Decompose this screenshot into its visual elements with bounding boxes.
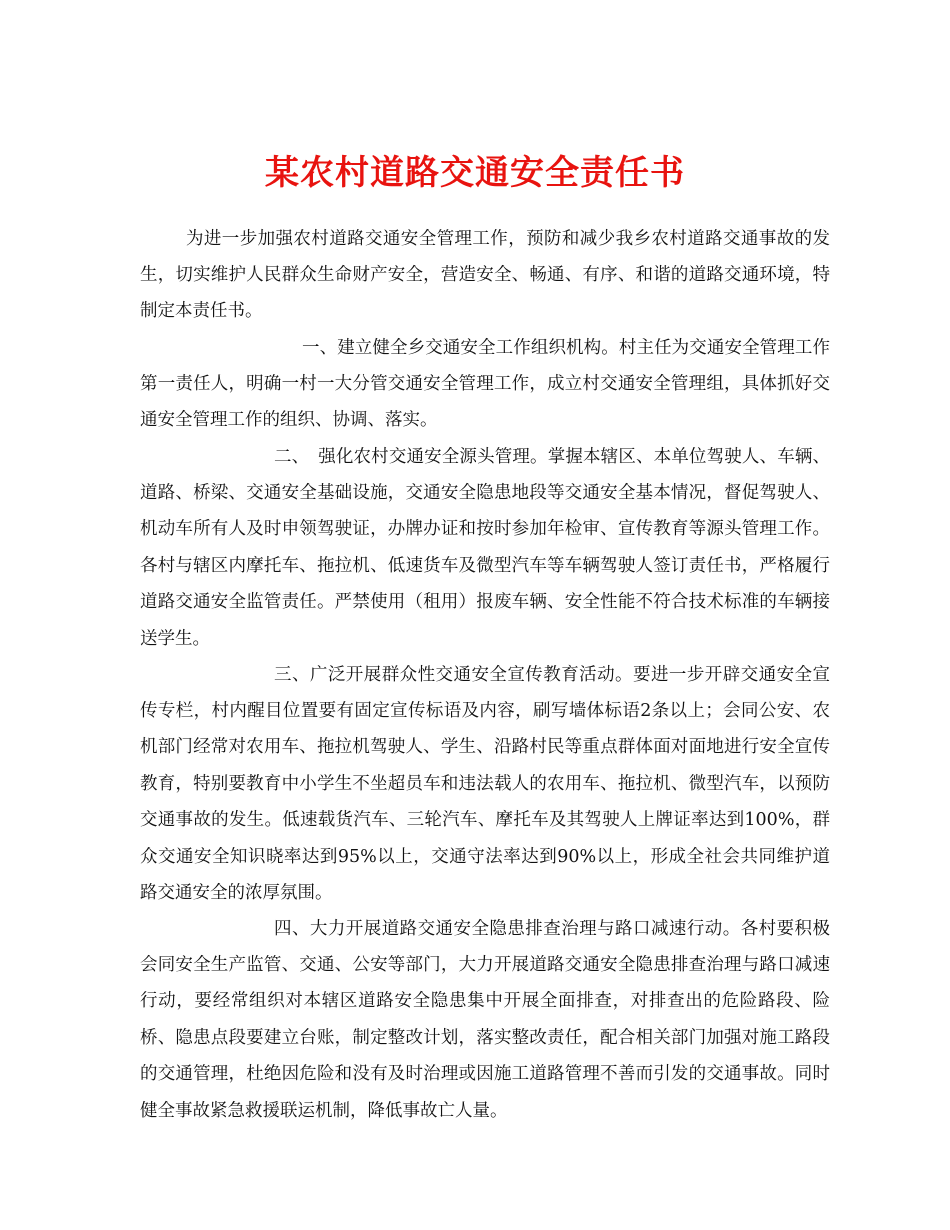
section-1-paragraph: 一、建立健全乡交通安全工作组织机构。村主任为交通安全管理工作第一责任人，明确一村一大分管交通安全管理工作，成立村交通安全管理组，具体抓好交通安全管理工作的组织、协调、落实。 [140, 337, 830, 431]
section-2-paragraph: 二、 强化农村交通安全源头管理。掌握本辖区、本单位驾驶人、车辆、道路、桥梁、交通安全基础设施，交通安全隐患地段等交通安全基本情况，督促驾驶人、机动车所有人及时申领驾驶证，办牌办证和按时参加年检审、宣传教育等源头管理工作。各村与辖区内摩托车、拖拉机、低速货车及微型汽车等车辆驾驶人签订责任书，严格履行道路交通安全监管责任。严禁使用（租用）报废车辆、安全性能不符合技术标准的车辆接送学生。 [140, 446, 830, 649]
intro-paragraph: 为进一步加强农村道路交通安全管理工作，预防和减少我乡农村道路交通事故的发生，切实维护人民群众生命财产安全，营造安全、畅通、有序、和谐的道路交通环境，特制定本责任书。 [140, 228, 830, 322]
section-3-paragraph: 三、广泛开展群众性交通安全宣传教育活动。要进一步开辟交通安全宣传专栏，村内醒目位置要有固定宣传标语及内容，刷写墙体标语2条以上；会同公安、农机部门经常对农用车、拖拉机驾驶人、学生、沿路村民等重点群体面对面地进行安全宣传教育，特别要教育中小学生不坐超员车和违法载人的农用车、拖拉机、微型汽车，以预防交通事故的发生。低速载货汽车、三轮汽车、摩托车及其驾驶人上牌证率达到100%，群众交通安全知识晓率达到95%以上，交通守法率达到90%以上，形成全社会共同维护道路交通安全的浓厚氛围。 [140, 664, 830, 903]
section-4-paragraph: 四、大力开展道路交通安全隐患排查治理与路口减速行动。各村要积极会同安全生产监管、交通、公安等部门，大力开展道路交通安全隐患排查治理与路口减速行动，要经常组织对本辖区道路安全隐患集中开展全面排查，对排查出的危险路段、险桥、隐患点段要建立台账，制定整改计划，落实整改责任，配合相关部门加强对施工路段的交通管理，杜绝因危险和没有及时治理或因施工道路管理不善而引发的交通事故。同时健全事故紧急救援联运机制，降低事故亡人量。 [140, 918, 830, 1121]
document-title: 某农村道路交通安全责任书 [265, 152, 685, 193]
